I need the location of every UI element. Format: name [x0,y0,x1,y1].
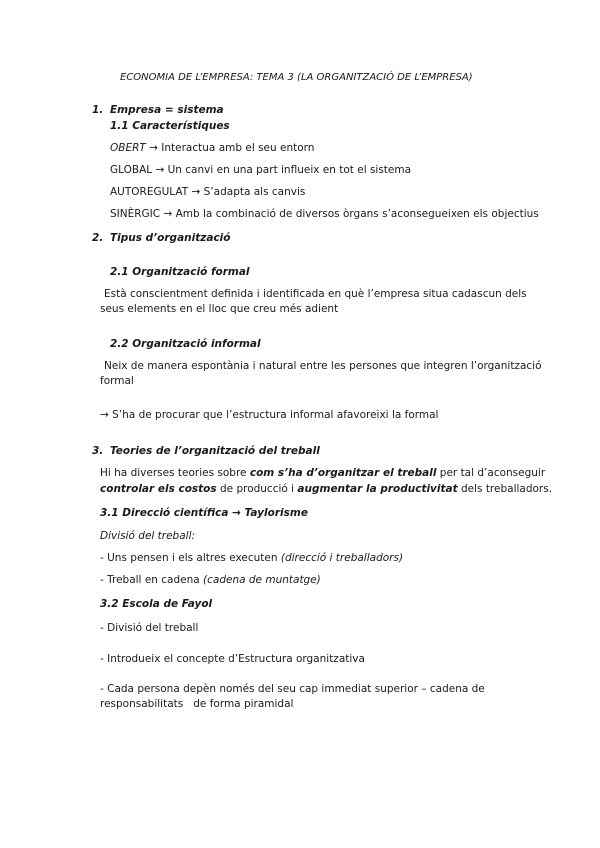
formal-text-line-2: seus elements en el lloc que creu més adient [100,303,339,315]
characteristic-text: → Amb la combinació de diversos òrgans s’aconsegueixen els objectius [163,208,539,220]
subsection-2-2-heading: 2.2 Organització informal [110,338,261,350]
characteristic-text: → Un canvi en una part influeix en tot el sistema [155,164,412,176]
intro-emphasis: augmentar la productivitat [297,483,458,495]
theories-intro-line-2 [100,483,552,495]
theories-intro-line-1 [100,467,545,479]
fayol-bullet-3-line-1: - Cada persona depèn només del seu cap immediat superior – cadena de [100,683,485,695]
characteristic-term: OBERT [110,142,146,154]
characteristic-term: GLOBAL [110,164,153,176]
intro-text: de producció i [216,483,298,495]
characteristic-term: AUTOREGULAT [110,186,189,198]
characteristic-text: → Interactua amb el seu entorn [149,142,315,154]
section-2-title: Tipus d’organització [110,232,231,244]
intro-emphasis: com s’ha d’organitzar el treball [249,467,437,479]
subsection-3-1-heading: 3.1 Direcció científica → Taylorisme [100,507,308,519]
characteristic-global [110,164,411,176]
taylor-label: Divisió del treball: [100,530,196,542]
characteristic-autoregulat [110,186,305,198]
informal-text-line-1: Neix de manera espontània i natural entre les persones que integren l’organització [104,360,542,372]
intro-text: Hi ha diverses teories sobre [100,467,250,479]
bullet-text: - Uns pensen i els altres executen [100,552,281,564]
section-3-heading [92,445,320,457]
characteristic-sinergic [110,208,539,220]
characteristic-term: SINÈRGIC [110,208,161,220]
section-2-heading [92,232,230,244]
informal-text-line-2: formal [100,375,134,387]
section-3-title: Teories de l’organització del treball [110,445,320,457]
taylor-bullet-2 [100,574,321,586]
section-2-number: 2. [92,232,104,244]
section-3-number: 3. [92,445,104,457]
bullet-note: (cadena de muntatge) [203,574,321,586]
section-1-heading [92,104,224,116]
characteristic-obert [110,142,314,154]
formal-text-line-1: Està conscientment definida i identificada en què l’empresa situa cadascun dels [104,288,527,300]
fayol-bullet-3-line-2: responsabilitats de forma piramidal [100,698,294,710]
subsection-1-1-heading: 1.1 Característiques [110,120,230,132]
section-1-title: Empresa = sistema [110,104,224,116]
document-title: ECONOMIA DE L’EMPRESA: TEMA 3 (LA ORGANITZACIÓ DE L’EMPRESA) [120,72,473,83]
bullet-note: (direcció i treballadors) [280,552,404,564]
intro-text: per tal d’aconseguir [436,467,546,479]
section-1-number: 1. [92,104,104,116]
bullet-text: - Treball en cadena [100,574,204,586]
intro-text: dels treballadors. [457,483,553,495]
fayol-bullet-2: - Introdueix el concepte d’Estructura organitzativa [100,653,365,665]
subsection-3-2-heading: 3.2 Escola de Fayol [100,598,213,610]
fayol-bullet-1: - Divisió del treball [100,622,199,634]
informal-note: → S’ha de procurar que l’estructura informal afavoreixi la formal [100,409,439,421]
taylor-bullet-1 [100,552,403,564]
characteristic-text: → S’adapta als canvis [191,186,306,198]
subsection-2-1-heading: 2.1 Organització formal [110,266,250,278]
intro-emphasis: controlar els costos [100,483,217,495]
